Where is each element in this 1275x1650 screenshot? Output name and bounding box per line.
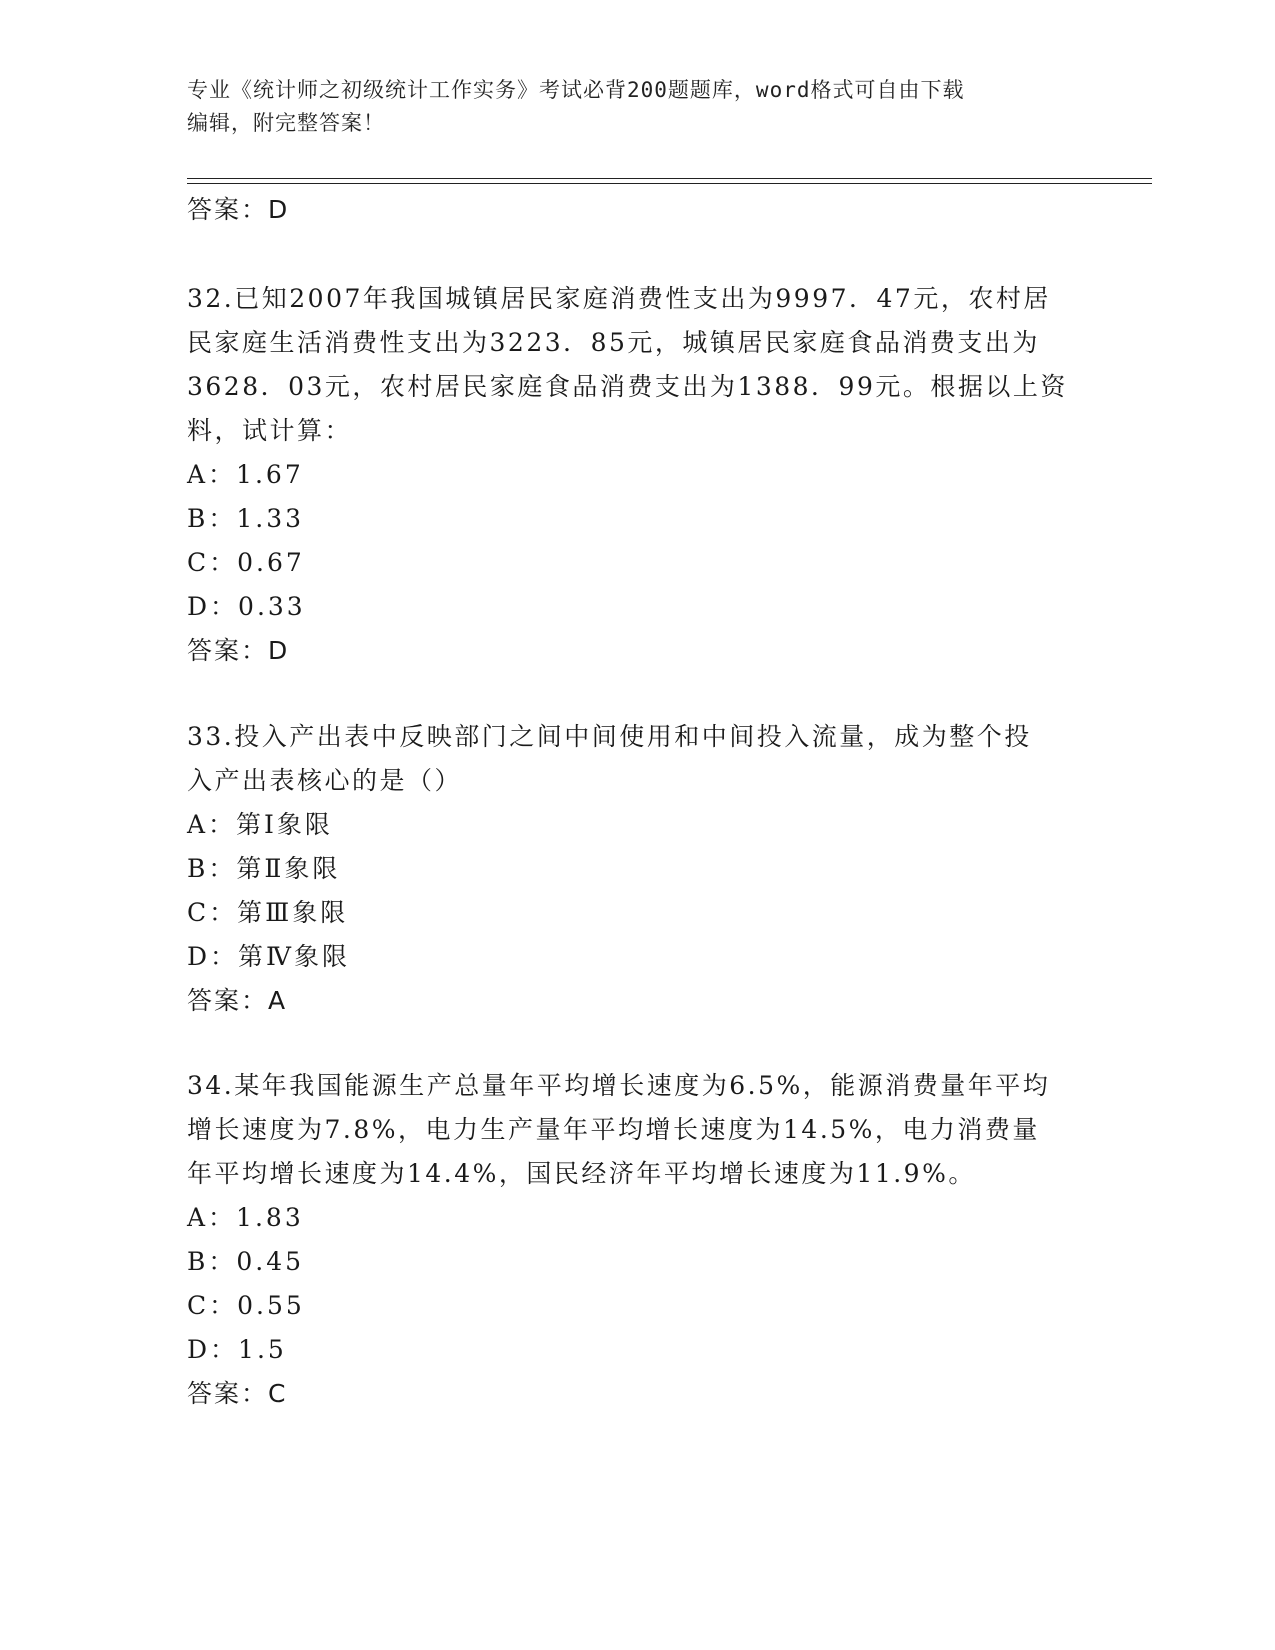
option-d: D：1.5 xyxy=(187,1335,287,1364)
question-text-line: 33.投入产出表中反映部门之间中间使用和中间投入流量，成为整个投 xyxy=(187,722,1032,751)
option-d: D：0.33 xyxy=(187,592,306,621)
question-text-line: 入产出表核心的是（） xyxy=(187,766,463,795)
question-text-line: 民家庭生活消费性支出为3223．85元，城镇居民家庭食品消费支出为 xyxy=(187,328,1040,357)
answer-label: 答案：A xyxy=(187,986,288,1015)
question-text-line: 34.某年我国能源生产总量年平均增长速度为6.5%，能源消费量年平均 xyxy=(187,1071,1051,1100)
answer-label: 答案：C xyxy=(187,1379,288,1408)
header-line-2: 编辑，附完整答案！ xyxy=(187,111,385,135)
answer-label: 答案：D xyxy=(187,636,290,665)
option-c: C：0.67 xyxy=(187,548,305,577)
option-d: D：第Ⅳ象限 xyxy=(187,942,351,971)
option-b: B：第Ⅱ象限 xyxy=(187,854,341,883)
option-c: C：第Ⅲ象限 xyxy=(187,898,349,927)
question-text-line: 3628．03元，农村居民家庭食品消费支出为1388．99元。根据以上资 xyxy=(187,372,1068,401)
option-c: C：0.55 xyxy=(187,1291,305,1320)
question-text-line: 年平均增长速度为14.4%，国民经济年平均增长速度为11.9%。 xyxy=(187,1159,976,1188)
question-text-line: 增长速度为7.8%，电力生产量年平均增长速度为14.5%，电力消费量 xyxy=(187,1115,1040,1144)
header-rule-bottom xyxy=(187,183,1152,184)
previous-answer: 答案：D xyxy=(187,195,290,224)
question-text-line: 32.已知2007年我国城镇居民家庭消费性支出为9997．47元，农村居 xyxy=(187,284,1051,313)
option-b: B：1.33 xyxy=(187,504,305,533)
option-a: A：1.67 xyxy=(187,460,304,489)
question-text-line: 料，试计算： xyxy=(187,416,353,445)
header-line-1: 专业《统计师之初级统计工作实务》考试必背200题题库，word格式可自由下载 xyxy=(187,78,965,102)
option-a: A：1.83 xyxy=(187,1203,304,1232)
option-a: A：第Ⅰ象限 xyxy=(187,810,333,839)
option-b: B：0.45 xyxy=(187,1247,305,1276)
page-header xyxy=(187,74,1087,140)
header-rule-top xyxy=(187,178,1152,179)
